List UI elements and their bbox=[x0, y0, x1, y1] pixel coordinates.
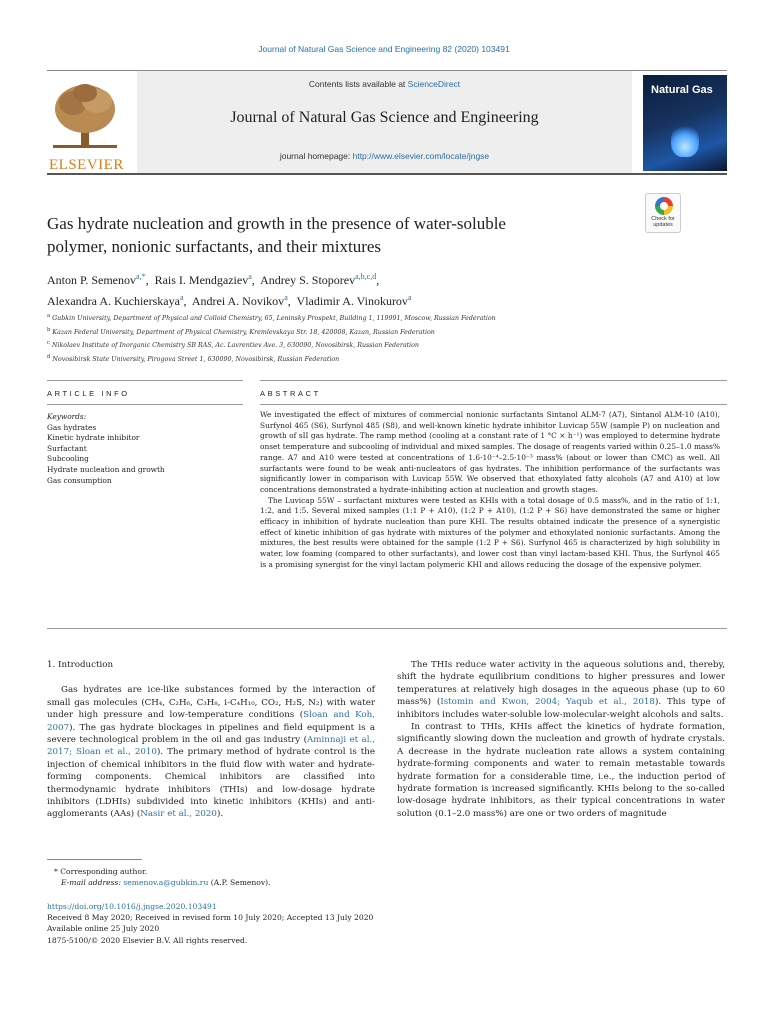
banner-center bbox=[137, 71, 632, 173]
text-run: ). bbox=[216, 809, 224, 820]
author-name[interactable]: Anton P. Semenov bbox=[47, 273, 137, 287]
email-suffix: (A.P. Semenov). bbox=[208, 878, 271, 888]
affiliation-marker: b bbox=[47, 326, 51, 333]
abstract-paragraph-2: The Luvicap 55W – surfactant mixtures were tested as KHIs with a total dosage of 0.5 mass%, and in the ratio of 1:1, 1:2, and 1:5. Several mixed samples (1:1 P + A10), (1:2 P + A10), (1:2 P + S6) have demonstrated the same or higher efficacy in inhibition of hydrate nucleation than pure KHI. The results obtained indicate the presence of a synergistic effect of kinetic inhibition of gas hydrate with mixtures of the polymer and ethoxylated nonionic surfactants. Among the mixtures, the best results were obtained for the sample (1:2 P + S6). Surfynol 465 is characterized by high solubility in water, low foaming (compared to other surfactants), and lower cost than vinyl lactam-based KHI. Thus, the Surfynol 465 is a promising synergist for the vinyl lactam polymeric KHI and allows reducing the dosage of the expensive polymer. bbox=[260, 495, 720, 569]
reference-link[interactable]: Istomin and Kwon, 2004; Yaqub et al., 2018 bbox=[440, 697, 655, 708]
doi-link[interactable]: https://doi.org/10.1016/j.jngse.2020.103491 bbox=[47, 902, 217, 911]
affiliation-text: Kazan Federal University, Department of Physical Chemistry, Kremlevskaya Str. 18, 420008, Kazan, Russian Federation bbox=[52, 328, 435, 336]
text-run: ). This type of inhibitors includes water-soluble low-molecular-weight alcohols and salts. bbox=[397, 697, 725, 720]
homepage-prefix: journal homepage: bbox=[279, 151, 353, 161]
journal-cover-image[interactable] bbox=[643, 75, 727, 171]
abstract-heading: ABSTRACT bbox=[260, 389, 321, 398]
journal-banner bbox=[47, 70, 727, 175]
affiliation-item bbox=[47, 311, 667, 325]
reference-link[interactable]: Nasir et al., 2020 bbox=[140, 809, 217, 820]
author-name[interactable]: Alexandra A. Kuchierskaya bbox=[47, 294, 180, 308]
affiliation-text: Gubkin University, Department of Physical and Colloid Chemistry, 65, Leninsky Prospekt, Building 1, 119991, Moscow, Russian Federation bbox=[52, 315, 496, 323]
author-list bbox=[47, 268, 667, 310]
received-dates: Received 8 May 2020; Received in revised form 10 July 2020; Accepted 13 July 2020 bbox=[47, 913, 374, 923]
keywords-label: Keywords: bbox=[47, 412, 87, 421]
body-column-right bbox=[397, 659, 725, 820]
check-updates-label bbox=[646, 216, 680, 228]
section-heading-introduction: 1. Introduction bbox=[47, 660, 114, 670]
contents-line bbox=[137, 79, 632, 89]
article-info-heading: ARTICLE INFO bbox=[47, 389, 130, 398]
elsevier-wordmark: ELSEVIER bbox=[49, 157, 124, 173]
check-updates-line1: Check for bbox=[651, 216, 675, 222]
body-column-left bbox=[47, 659, 375, 821]
check-updates-line2: updates bbox=[653, 222, 673, 228]
article-title bbox=[47, 212, 607, 258]
author-affiliation-marker[interactable]: a,b,c,d bbox=[355, 272, 377, 281]
authors-line2: Alexandra A. Kuchierskaya$^a$, Andrei A. Novikov$^a$, Vladimir A. Vinokurov$^a$ bbox=[47, 293, 412, 308]
elsevier-tree-logo bbox=[47, 79, 127, 173]
intro-paragraph-3: In contrast to THIs, KHIs affect the kinetics of hydrate formation, significantly slowing down the nucleation and growth of hydrate crystals. A decrease in the hydrate nucleation rate allows a system containing hydrate-forming components and water to remain metastable towards hydrate formation for a considerable time, i.e., the induction period of hydrate formation is increased significantly. KHIs belong to the so-called low-dosage hydrate inhibitors, as their typical concentrations in water solution (0.1–2.0 mass%) are one or two orders of magnitude bbox=[397, 722, 725, 819]
cover-title: Natural Gas bbox=[651, 84, 713, 96]
abstract-rule bbox=[260, 404, 727, 405]
journal-citation[interactable]: Journal of Natural Gas Science and Engineering 82 (2020) 103491 bbox=[258, 44, 510, 54]
author-affiliation-marker[interactable]: a bbox=[284, 293, 288, 302]
abstract-paragraph-1: We investigated the effect of mixtures of commercial nonionic surfactants Sintanol ALM-7 (A7), Sintanol ALM-10 (A10), Surfynol 465 (S6), Surfynol 485 (S8), and well-known kinetic hydrate inhibitor Luvicap 55W (sample P) on nucleation and growth of sII gas hydrate. The ramp method (cooling at a constant rate of 1 °C × h⁻¹) was employed to determine hydrate onset temperature and subcooling of individual and mixed samples. The dosage of reagents varied within 0.25–1.0 mass% range. A7 and A10 were tested at concentrations of 1.6·10⁻⁴–2.5·10⁻³ mass% (about or lower than CMC) as well. All surfactants were found to be weak anti-nucleators of gas hydrates. The inhibition performance of the surfactants was significantly lower in comparison with Luvicap 55W. We observed that ethoxylated fatty alcohols (A7 and A10) at low concentrations demonstrated a hydrate-inhibiting action at nucleation and growth stages. bbox=[260, 410, 720, 494]
homepage-link[interactable]: http://www.elsevier.com/locate/jngse bbox=[352, 151, 490, 161]
text-run: The THIs reduce water activity in the aqueous solutions and, thereby, shift the hydrate equilibrium conditions to higher pressures and lower temperatures at relatively high dosages in the aqueous phase (up to 60 mass%) ( bbox=[397, 660, 725, 708]
affiliation-item bbox=[47, 352, 667, 366]
publication-info bbox=[47, 901, 687, 946]
corresponding-author-note: * Corresponding author. bbox=[54, 867, 148, 876]
check-for-updates-badge[interactable] bbox=[645, 193, 681, 233]
affiliation-item bbox=[47, 338, 667, 352]
keyword-item: Gas hydrates bbox=[47, 422, 97, 432]
abstract-body bbox=[260, 410, 720, 571]
text-run: ). The primary method of hydrate control is the injection of chemical inhibitors in the fluid flow with water and hydrate-forming components. Chemical inhibitors are classified into thermodynamic hydrate inhibitors (THIs) and low-dosage hydrate inhibitors (LDHIs) subdivided into kinetic inhibitors (KHIs) and anti-agglomerants (AAs) ( bbox=[47, 747, 375, 820]
keyword-item: Surfactant bbox=[47, 443, 87, 453]
keyword-item: Kinetic hydrate inhibitor bbox=[47, 433, 140, 443]
available-online: Available online 25 July 2020 bbox=[47, 924, 160, 934]
contents-prefix: Contents lists available at bbox=[308, 79, 408, 89]
reference-link[interactable]: Aminnaji et al., 2017; Sloan et al., 2010 bbox=[47, 735, 375, 758]
copyright-line: 1875-5100/© 2020 Elsevier B.V. All rights reserved. bbox=[47, 935, 248, 945]
affiliations bbox=[47, 311, 667, 365]
affiliation-marker: a bbox=[47, 313, 51, 319]
homepage-line bbox=[137, 151, 632, 161]
author-affiliation-marker[interactable]: a bbox=[179, 293, 184, 302]
affiliation-item bbox=[47, 325, 667, 339]
intro-paragraph-1 bbox=[47, 684, 375, 820]
sciencedirect-link[interactable]: ScienceDirect bbox=[407, 79, 461, 89]
affiliation-text: Novosibirsk State University, Pirogova Street 1, 630090, Novosibirsk, Russian Federation bbox=[52, 355, 340, 363]
text-run: Gas hydrates are ice-like substances formed by the interaction of small gas molecules (CH₄, C₂H₆, C₃H₈, i-C₄H₁₀, CO₂, H₂S, N₂) with water under high pressure and low-temperature conditions ( bbox=[47, 685, 375, 721]
article-title-line2: polymer, nonionic surfactants, and their mixtures bbox=[47, 237, 382, 256]
journal-title: Journal of Natural Gas Science and Engineering bbox=[230, 109, 539, 126]
author-name[interactable]: Vladimir A. Vinokurov bbox=[296, 294, 408, 308]
email-link[interactable]: semenov.a@gubkin.ru bbox=[123, 878, 209, 888]
reference-link[interactable]: Sloan and Koh, 2007 bbox=[47, 710, 376, 733]
keyword-item: Hydrate nucleation and growth bbox=[47, 464, 165, 474]
footnote-rule bbox=[47, 859, 142, 860]
affiliation-text: Nikolaev Institute of Inorganic Chemistry SB RAS, Ac. Lavrentiev Ave. 3, 630090, Novosibirsk, Russian Federation bbox=[51, 342, 419, 350]
authors-line1: Anton P. Semenov$^{a,*}$, Rais I. Mendgaziev$^a$, Andrey S. Stoporev$^{a,b,c,d}$, bbox=[47, 272, 380, 287]
author-name[interactable]: Andrey S. Stoporev bbox=[260, 273, 356, 287]
author-affiliation-marker[interactable]: a bbox=[407, 293, 412, 302]
keyword-item: Gas consumption bbox=[47, 475, 112, 485]
affiliation-marker: d bbox=[47, 353, 51, 360]
text-run: ). The gas hydrate blockages in pipelines and field equipment is a severe technological problem in the oil and gas industry ( bbox=[47, 722, 375, 746]
abstract-bottom-rule bbox=[47, 628, 727, 629]
author-name[interactable]: Rais I. Mendgaziev bbox=[154, 273, 249, 287]
cover-flame-graphic bbox=[671, 123, 699, 157]
check-updates-icon bbox=[655, 197, 673, 215]
keywords-list bbox=[47, 412, 237, 486]
article-title-line1: Gas hydrate nucleation and growth in the presence of water-soluble bbox=[47, 214, 506, 233]
affiliation-marker: c bbox=[47, 340, 50, 347]
footnotes bbox=[47, 866, 687, 888]
author-affiliation-marker[interactable]: a bbox=[248, 272, 252, 281]
author-name[interactable]: Andrei A. Novikov bbox=[191, 294, 285, 308]
article-info-rule bbox=[47, 404, 243, 405]
email-note bbox=[47, 877, 687, 888]
author-affiliation-marker[interactable]: a,* bbox=[136, 272, 146, 281]
article-info-top-rule bbox=[47, 380, 243, 381]
email-label: E-mail address: bbox=[61, 878, 124, 888]
intro-paragraph-2 bbox=[397, 659, 725, 721]
keyword-item: Subcooling bbox=[47, 454, 89, 464]
abstract-top-rule bbox=[260, 380, 727, 381]
